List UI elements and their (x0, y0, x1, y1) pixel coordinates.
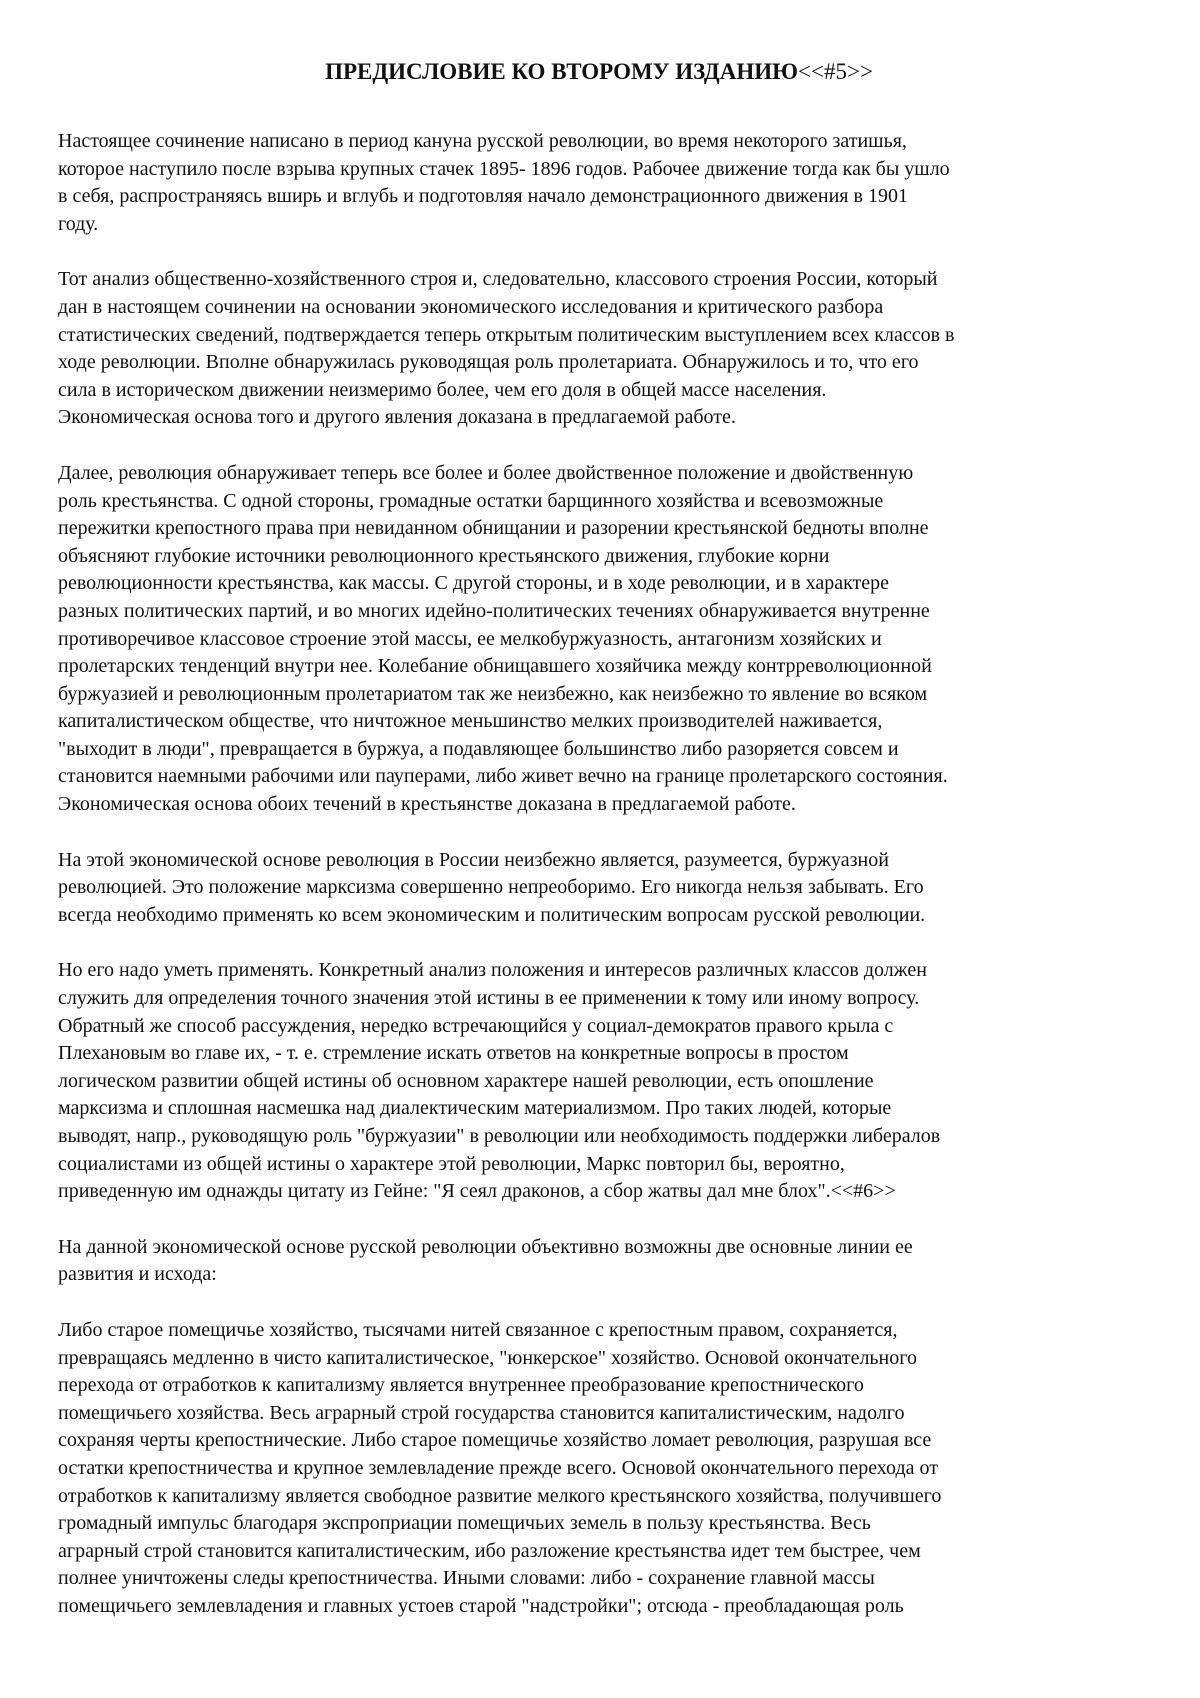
paragraph-1: Настоящее сочинение написано в период кануна русской революции, во время некоторого затишья, которое наступило после взрыва крупных стачек 1895- 1896 годов. Рабочее движение тогда как бы ушло в себя, распространяясь вширь и вглубь и подготовляя начало демонстрационного движения в 1901 году. (58, 130, 950, 235)
paragraph-5: Но его надо уметь применять. Конкретный анализ положения и интересов различных классов должен служить для определения точного значения этой истины в ее применении к тому или иному вопросу. Обратный же способ рассуждения, нередко встречающийся у социал-демократов правого крыла с Плехановым во главе их, - т. е. стремление искать ответов на конкретные вопросы в простом логическом развитии общей истины об основном характере нашей революции, есть опошление марксизма и сплошная насмешка над диалектическим материализмом. Про таких людей, которые выводят, напр., руководящую роль "буржуазии" в революции или необходимость поддержки либералов социалистами из общей истины о характере этой революции, Маркс повторил бы, вероятно, приведенную им однажды цитату из Гейне: "Я сеял драконов, а сбор жатвы дал мне блох".<<#6>> (58, 959, 941, 1203)
paragraph-7: Либо старое помещичье хозяйство, тысячами нитей связанное с крепостным правом, сохраняется, превращаясь медленно в чисто капиталистическое, "юнкерское" хозяйство. Основой окончательного перехода от отработков к капитализму является внутреннее преобразование крепостнического помещичьего хозяйства. Весь аграрный строй государства становится капиталистическим, надолго сохраняя черты крепостнические. Либо старое помещичье хозяйство ломает революция, разрушая все остатки крепостничества и крупное землевладение прежде всего. Основой окончательного перехода от отработков к капитализму является свободное развитие мелкого крестьянского хозяйства, получившего громадный импульс благодаря экспроприации помещичьих земель в пользу крестьянства. Весь аграрный строй становится капиталистическим, ибо разложение крестьянства идет тем быстрее, чем полнее уничтожены следы крепостничества. Иными словами: либо - сохранение главной массы помещичьего землевладения и главных устоев старой "надстройки"; отсюда - преобладающая роль (58, 1318, 942, 1617)
paragraph-6: На данной экономической основе русской революции объективно возможны две основные линии ее развития и исхода: (58, 1235, 913, 1286)
paragraph-3: Далее, революция обнаруживает теперь все более и более двойственное положение и двойственную роль крестьянства. С одной стороны, громадные остатки барщинного хозяйства и всевозможные пережитки крепостного права при невиданном обнищании и разорении крестьянской бедноты вполне объясняют глубокие источники революционного крестьянского движения, глубокие корни революционности крестьянства, как массы. С другой стороны, и в ходе революции, и в характере разных политических партий, и во многих идейно-политических течениях обнаруживается внутренне противоречивое классовое строение этой массы, ее мелкобуржуазность, антагонизм хозяйских и пролетарских тенденций внутри нее. Колебание обнищавшего хозяйчика между контрреволюционной буржуазией и революционным пролетариатом так же неизбежно, как неизбежно то явление во всяком капиталистическом обществе, что ничтожное меньшинство мелких производителей наживается, "выходит в люди", превращается в буржуа, а подавляющее большинство либо разоряется совсем и становится наемными рабочими или пауперами, либо живет вечно на границе пролетарского состояния. Экономическая основа обоих течений в крестьянстве доказана в предлагаемой работе. (58, 461, 948, 816)
footnote-marker: <<#5>> (798, 59, 873, 84)
paragraph-4: На этой экономической основе революция в России неизбежно является, разумеется, буржуазной революцией. Это положение марксизма совершенно непреоборимо. Его никогда нельзя забывать. Его всегда необходимо применять ко всем экономическим и политическим вопросам русской революции. (58, 848, 926, 926)
page-title (58, 58, 1140, 86)
title-text: ПРЕДИСЛОВИЕ КО ВТОРОМУ ИЗДАНИЮ (325, 59, 799, 84)
paragraph-2: Тот анализ общественно-хозяйственного строя и, следовательно, классового строения России, который дан в настоящем сочинении на основании экономического исследования и критического разбора статистических сведений, подтверждается теперь открытым политическим выступлением всех классов в ходе революции. Вполне обнаружилась руководящая роль пролетариата. Обнаружилось и то, что его сила в историческом движении неизмеримо более, чем его доля в общей массе населения. Экономическая основа того и другого явления доказана в предлагаемой работе. (58, 268, 955, 429)
